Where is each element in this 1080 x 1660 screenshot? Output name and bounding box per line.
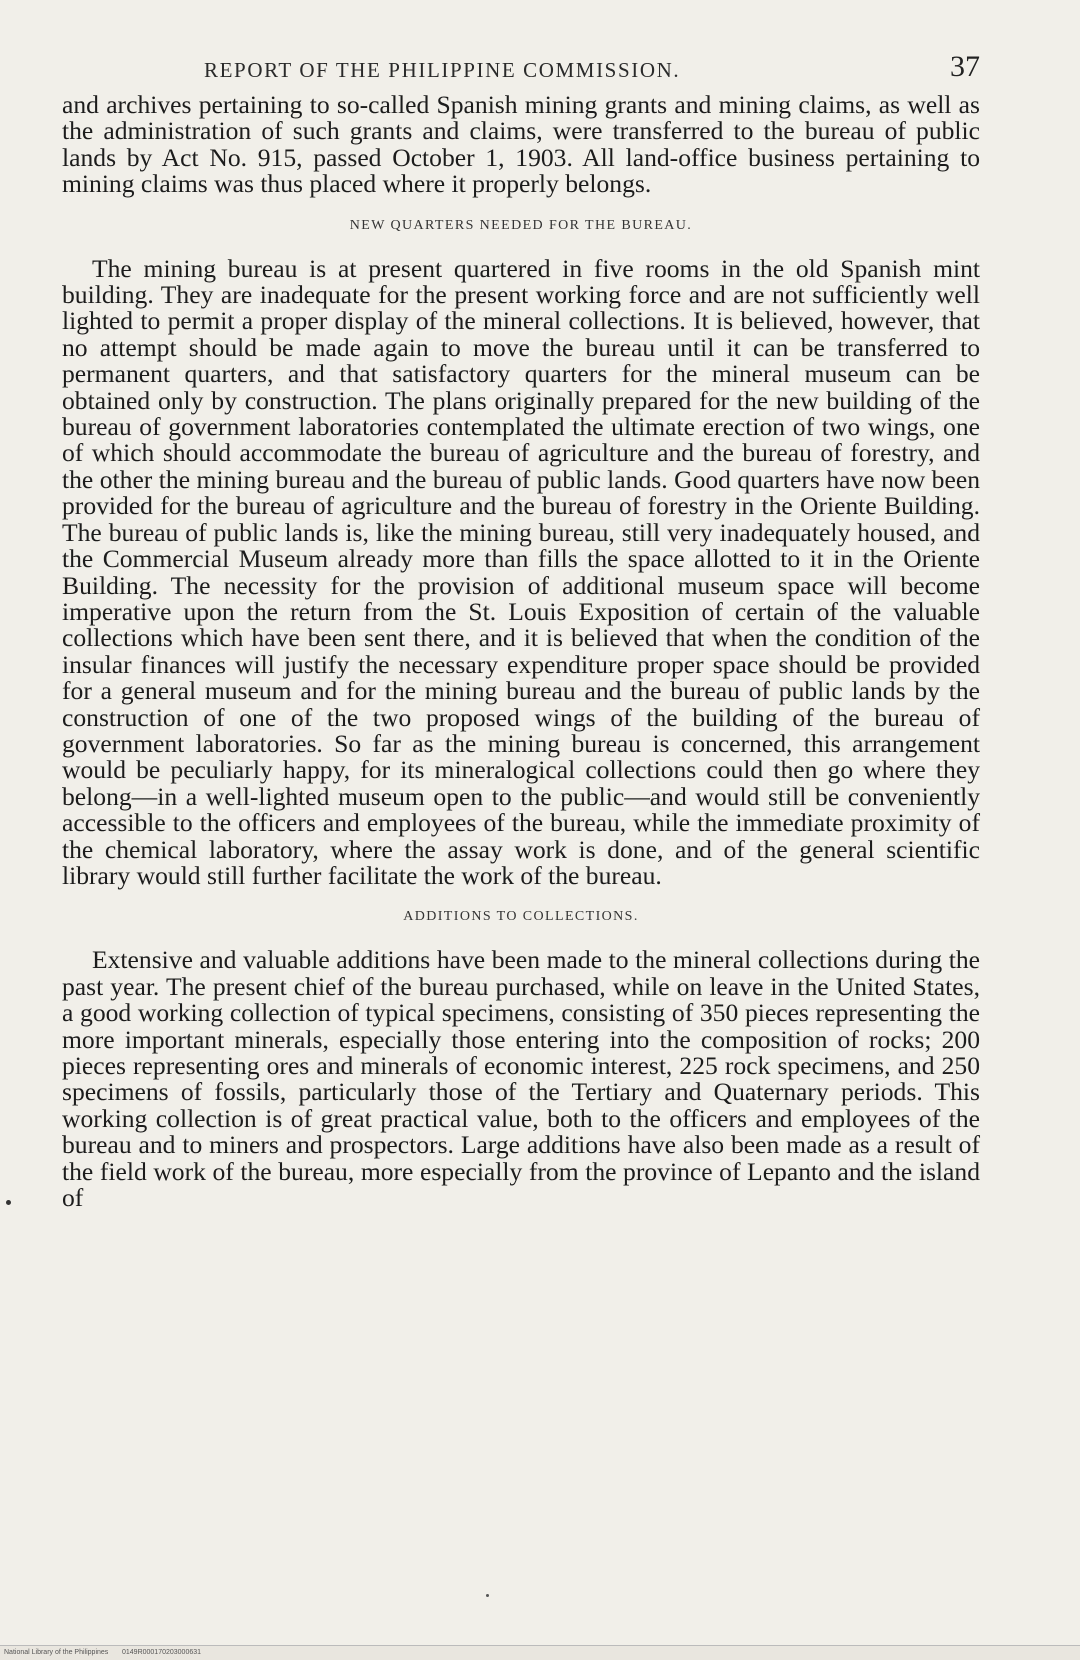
running-head	[62, 48, 980, 92]
paragraph-continuation: and archives pertaining to so-called Spanish mining grants and mining claims, as well as the administration of such grants and claims, were transferred to the bureau of public lands by Act No. 915, passed October 1, 1903. All land-office business pertaining to mining claims was thus placed where it properly belongs.	[62, 90, 980, 199]
page-number: 37	[950, 50, 980, 83]
document-page	[62, 48, 980, 1211]
footer-code: 0149R000170203000631	[122, 1649, 202, 1656]
margin-mark	[6, 1200, 11, 1205]
section-heading-additions: ADDITIONS TO COLLECTIONS.	[403, 909, 639, 925]
page-speck	[486, 1594, 489, 1597]
running-title: REPORT OF THE PHILIPPINE COMMISSION.	[204, 58, 681, 82]
paragraph-new-quarters: The mining bureau is at present quartered in five rooms in the old Spanish mint building. They are inadequate for the present working force and are not sufficiently well lighted to permit a proper display of the mineral collections. It is believed, however, that no attempt should be made again to move the bureau until it can be transferred to permanent quarters, and that satisfactory quarters for the mineral museum can be obtained only by construction. The plans originally prepared for the new building of the bureau of government laboratories contemplated the ultimate erection of two wings, one of which should accommodate the bureau of agriculture and the bureau of forestry, and the other the mining bureau and the bureau of public lands. Good quarters have now been provided for the bureau of agriculture and the bureau of forestry in the Oriente Building. The bureau of public lands is, like the mining bureau, still very inadequately housed, and the Commercial Museum already more than fills the space allotted to it in the Oriente Building. The necessity for the provision of additional museum space will become imperative upon the return from the St. Louis Exposition of certain of the valuable collections which have been sent there, and it is believed that when the condition of the insular finances will justify the necessary expenditure proper space should be provided for a general museum and for the mining bureau and the bureau of public lands by the construction of one of the two proposed wings of the building of the bureau of government laboratories. So far as the mining bureau is concerned, this arrangement would be peculiarly happy, for its mineralogical collections could then go where they belong—in a well-lighted museum open to the public—and would still be conveniently accessible to the officers and employees of the bureau, while the immediate proximity of the chemical laboratory, where the assay work is done, and of the general scientific library would still further facilitate the work of the bureau.	[62, 253, 980, 890]
paragraph-additions: Extensive and valuable additions have been made to the mineral collections during the past year. The present chief of the bureau purchased, while on leave in the United States, a good working collection of typical specimens, consisting of 350 pieces representing the more important minerals, especially those entering into the composition of rocks; 200 pieces representing ores and minerals of economic interest, 225 rock specimens, and 250 specimens of fossils, particularly those of the Tertiary and Quaternary periods. This working collection is of great practical value, both to the officers and employees of the bureau and to miners and prospectors. Large additions have also been made as a result of the field work of the bureau, more especially from the province of Lepanto and the island of	[62, 945, 980, 1213]
section-heading-new-quarters: NEW QUARTERS NEEDED FOR THE BUREAU.	[349, 217, 693, 233]
footer-source: National Library of the Philippines	[4, 1649, 109, 1656]
scan-footer	[0, 1645, 1080, 1660]
